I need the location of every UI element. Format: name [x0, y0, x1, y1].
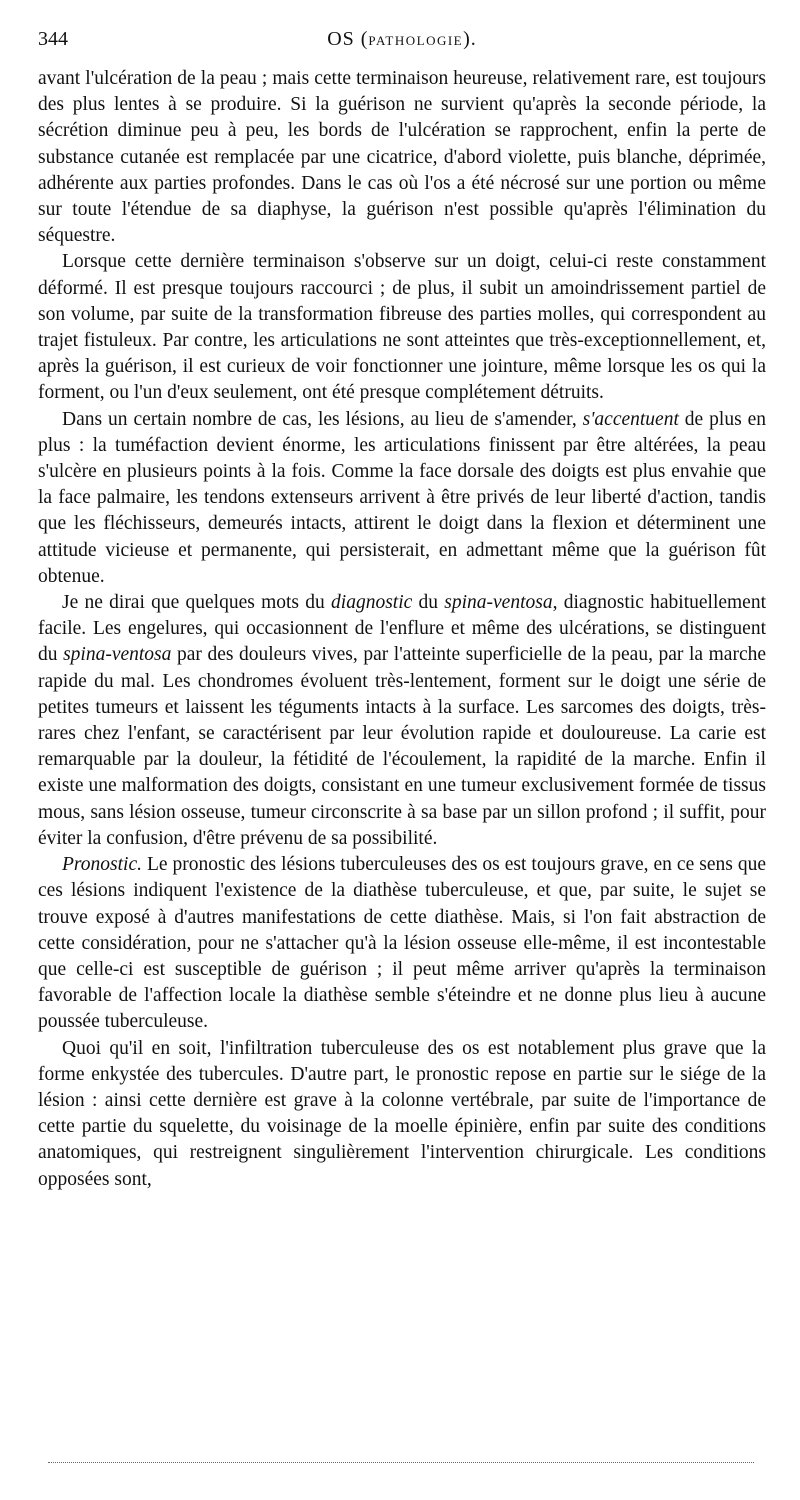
paragraph-4 — [38, 590, 766, 852]
paragraph-3-emphasis: s'accentuent — [582, 408, 679, 430]
paragraph-3-text-b: de plus en plus : la tuméfaction devient énorme, les articulations finissent par être altérées, la peau s'ulcère en plusieurs points à la fois. Comme la face dorsale des doigts est plus envahie que la face palmaire, les tendons extenseurs arrivent à être privés de leur liberté d'action, tandis que les fléchisseurs, demeurés intacts, attirent le doigt dans la flexion et déterminent une attitude vicieuse et permanente, qui persisterait, en admettant même que la guérison fût obtenue. — [38, 408, 766, 587]
paragraph-1: avant l'ulcération de la peau ; mais cette terminaison heureuse, relativement rare, est toujours des plus lentes à se produire. Si la guérison ne survient qu'après la seconde période, la sécrétion diminue peu à peu, les bords de l'ulcération se rapprochent, enfin la perte de substance cutanée est remplacée par une cicatrice, d'abord violette, puis blanche, déprimée, adhérente aux parties profondes. Dans le cas où l'os a été nécrosé sur une portion ou même sur toute l'étendue de sa diaphyse, la guérison n'est possible qu'après l'élimination du séquestre. — [38, 68, 766, 247]
paragraph-4-text-d: par des douleurs vives, par l'atteinte superficielle de la peau, par la marche rapide du mal. Les chondromes évoluent très-lentement, forment sur le doigt une série de petites tumeurs et laissent les téguments intacts à la surface. Les sarcomes des doigts, très-rares chez l'enfant, se caractérisent par leur évolution rapide et douloureuse. La carie est remarquable par la douleur, la fétidité de l'écoulement, la rapidité de la marche. Enfin il existe une malformation des doigts, consistant en une tumeur exclusivement formée de tissus mous, sans lésion osseuse, tumeur circonscrite à sa base par un sillon profond ; il suffit, pour éviter la confusion, d'être prévenu de sa possibilité. — [38, 644, 766, 849]
page-number: 344 — [38, 28, 68, 50]
paragraph-6: Quoi qu'il en soit, l'infiltration tuberculeuse des os est notablement plus grave que la forme enkystée des tubercules. D'autre part, le pronostic repose en partie sur le siége de la lésion : ainsi cette dernière est grave à la colonne vertébrale, par suite de l'importance de cette partie du squelette, du voisinage de la moelle épinière, enfin par suite des conditions anatomiques, qui restreignent singulièrement l'intervention chirurgicale. Les conditions opposées sont, — [38, 1037, 766, 1190]
running-title-main: OS ( — [327, 28, 369, 50]
section-heading-pronostic: Pronostic. — [62, 854, 142, 876]
paragraph-4-emphasis-spina-1: spina-ventosa — [444, 592, 553, 614]
footer-dotted-rule — [48, 1462, 754, 1463]
paragraph-4-text-c: , diagnostic habituellement facile. Les engelures, qui occasionnent de l'enflure et même des ulcérations, se distinguent du — [38, 592, 767, 666]
paragraph-5-text: Le pronostic des lésions tuberculeuses des os est toujours grave, en ce sens que ces lésions indiquent l'existence de la diathèse tuberculeuse, et que, par suite, le sujet se trouve exposé à d'autres manifestations de cette diathèse. Mais, si l'on fait abstraction de cette considération, pour ne s'attacher qu'à la lésion osseuse elle-même, il est incontestable que celle-ci est susceptible de guérison ; il peut même arriver qu'après la terminaison favorable de l'affection locale la diathèse semble s'éteindre et ne donne plus lieu à aucune poussée tuberculeuse. — [38, 854, 766, 1033]
paragraph-4-text-b: du — [412, 592, 445, 614]
paragraph-4-emphasis-diagnostic: diagnostic — [331, 592, 413, 614]
paragraph-3 — [38, 407, 766, 590]
running-title-end: ). — [463, 28, 477, 50]
running-head — [38, 28, 766, 56]
running-title-smallcaps: PATHOLOGIE — [368, 33, 464, 48]
paragraph-4-emphasis-spina-2: spina-ventosa — [63, 644, 172, 666]
paragraph-3-text-a: Dans un certain nombre de cas, les lésions, au lieu de s'amender, — [62, 408, 583, 430]
running-title — [38, 28, 766, 51]
paragraph-2: Lorsque cette dernière terminaison s'observe sur un doigt, celui-ci reste constamment déformé. Il est presque toujours raccourci ; de plus, il subit un amoindrissement partiel de son volume, par suite de la transformation fibreuse des parties molles, qui correspondent au trajet fistuleux. Par contre, les articulations ne sont atteintes que très-exceptionnellement, et, après la guérison, il est curieux de voir fonctionner une jointure, même lorsque les os qui la forment, ou l'un d'eux seulement, ont été presque complétement détruits. — [38, 251, 766, 404]
paragraph-5 — [38, 852, 766, 1035]
body-text — [38, 66, 766, 1193]
paragraph-4-text-a: Je ne dirai que quelques mots du — [62, 592, 332, 614]
book-page — [38, 28, 766, 1193]
